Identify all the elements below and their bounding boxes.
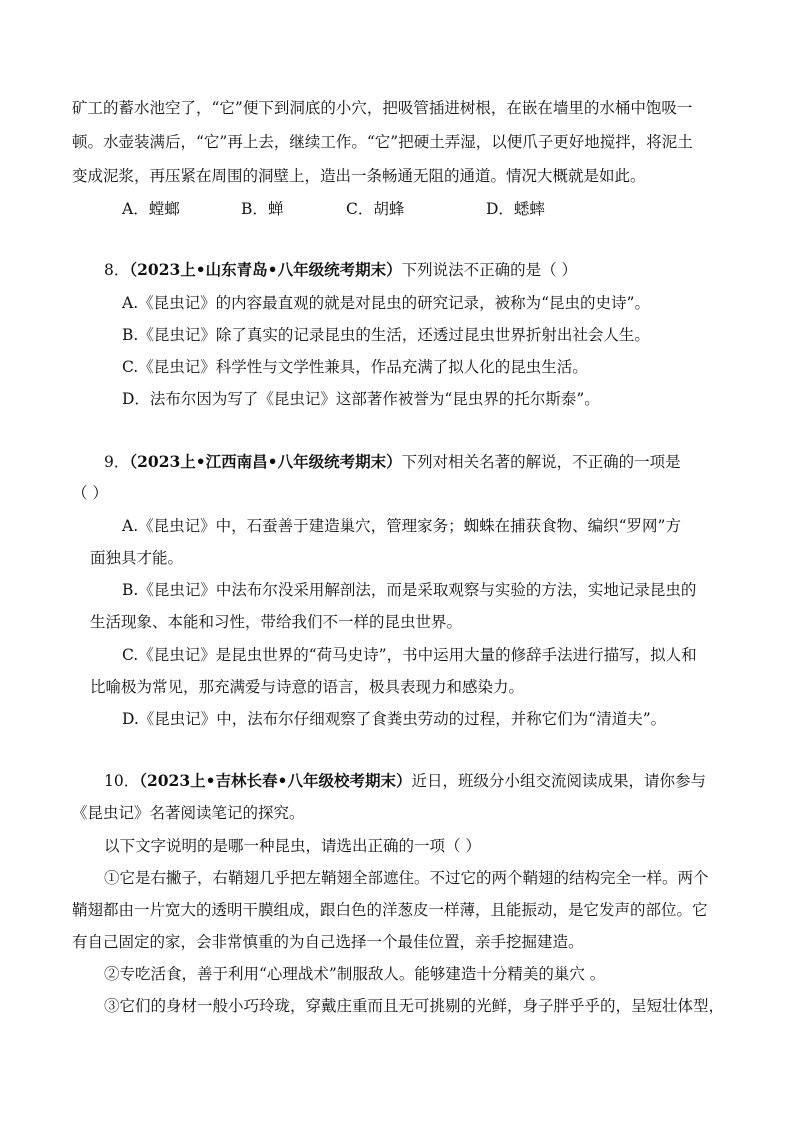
q9-answer-blank: （ ） <box>72 484 108 502</box>
passage-line-3: 变成泥浆，再压紧在周围的洞壁上，造出一条畅通无阻的通道。情况大概就是如此。 <box>72 167 646 185</box>
q9-option-d: D.《昆虫记》中，法布尔仔细观察了食粪虫劳动的过程，并称它们为“清道夫”。 <box>122 710 667 728</box>
q9-number: 9． <box>104 453 130 471</box>
q10-item1-line2: 鞘翅都由一片宽大的透明干膜组成，跟白色的洋葱皮一样薄，且能振动，是它发声的部位。它 <box>72 901 708 919</box>
q9-option-c-line1: C.《昆虫记》是昆虫世界的“荷马史诗”，书中运用大量的修辞手法进行描写，拟人和 <box>122 646 697 664</box>
q8-stem: 下列说法不正确的是（ ） <box>401 261 578 279</box>
q8-option-a: A.《昆虫记》的内容最直观的就是对昆虫的研究记录，被称为“昆虫的史诗”。 <box>122 294 650 312</box>
q10-number: 10． <box>104 772 140 790</box>
q10-prompt: 以下文字说明的是哪一种昆虫，请选出正确的一项（ ） <box>104 837 481 855</box>
q8-source: （2023上•山东青岛•八年级统考期末） <box>129 260 402 279</box>
q10-item1-line3: 有自己固定的家，会非常慎重的为自己选择一个最佳位置，亲手挖掘建造。 <box>72 933 584 951</box>
option-a: A．螳螂 <box>122 200 180 218</box>
q10-source: （2023上•吉林长春•八年级校考期末） <box>139 771 412 790</box>
passage-line-1: 矿工的蓄水池空了，“它”便下到洞底的小穴，把吸管插进树根，在嵌在墙里的水桶中饱吸一 <box>72 99 693 117</box>
q8-option-c: C.《昆虫记》科学性与文学性兼具，作品充满了拟人化的昆虫生活。 <box>122 358 588 376</box>
q9-option-a-line1: A.《昆虫记》中，石蚕善于建造巢穴，管理家务；蜘蛛在捕获食物、编织“罗网”方 <box>122 517 681 535</box>
q9-stem: 下列对相关名著的解说，不正确的一项是 <box>401 453 681 471</box>
q9-option-b-line1: B.《昆虫记》中法布尔没采用解剖法，而是采取观察与实验的方法，实地记录昆虫的 <box>122 581 697 599</box>
q8-number: 8． <box>104 261 130 279</box>
q9-header <box>104 452 681 472</box>
option-c: C．胡蜂 <box>346 200 405 218</box>
q10-stem-line2: 《昆虫记》名著阅读笔记的探究。 <box>72 804 305 822</box>
q10-item3-line1: ③它们的身材一般小巧玲珑，穿戴庄重而且无可挑剔的光鲜，身子胖乎乎的，呈短壮体型， <box>104 997 725 1015</box>
q9-option-c-line2: 比喻极为常见，那充满爱与诗意的语言，极具表现力和感染力。 <box>90 678 525 696</box>
q9-source: （2023上•江西南昌•八年级统考期末） <box>129 452 402 471</box>
q8-option-d: D．法布尔因为写了《昆虫记》这部著作被誉为“昆虫界的托尔斯泰”。 <box>122 390 600 408</box>
q9-option-b-line2: 生活现象、本能和习性，带给我们不一样的昆虫世界。 <box>90 613 463 631</box>
q9-option-a-line2: 面独具才能。 <box>90 549 184 567</box>
option-d: D．蟋蟀 <box>486 200 545 218</box>
q10-header <box>104 771 706 791</box>
passage-line-2: 顿。水壶装满后，“它”再上去，继续工作。“它”把硬土弄湿，以便爪子更好地搅拌，将泥土 <box>72 133 693 151</box>
q10-stem-line1: 近日，班级分小组交流阅读成果，请你参与 <box>411 772 706 790</box>
q8-option-b: B.《昆虫记》除了真实的记录昆虫的生活，还透过昆虫世界折射出社会人生。 <box>122 326 650 344</box>
q10-item1-line1: ①它是右撇子，右鞘翅几乎把左鞘翅全部遮住。不过它的两个鞘翅的结构完全一样。两个 <box>104 869 709 887</box>
option-b: B．蝉 <box>241 200 284 218</box>
q10-item2: ②专吃活食，善于利用“心理战术”制服敌人。能够建造十分精美的巢穴 。 <box>104 965 606 983</box>
q8-header <box>104 260 577 280</box>
